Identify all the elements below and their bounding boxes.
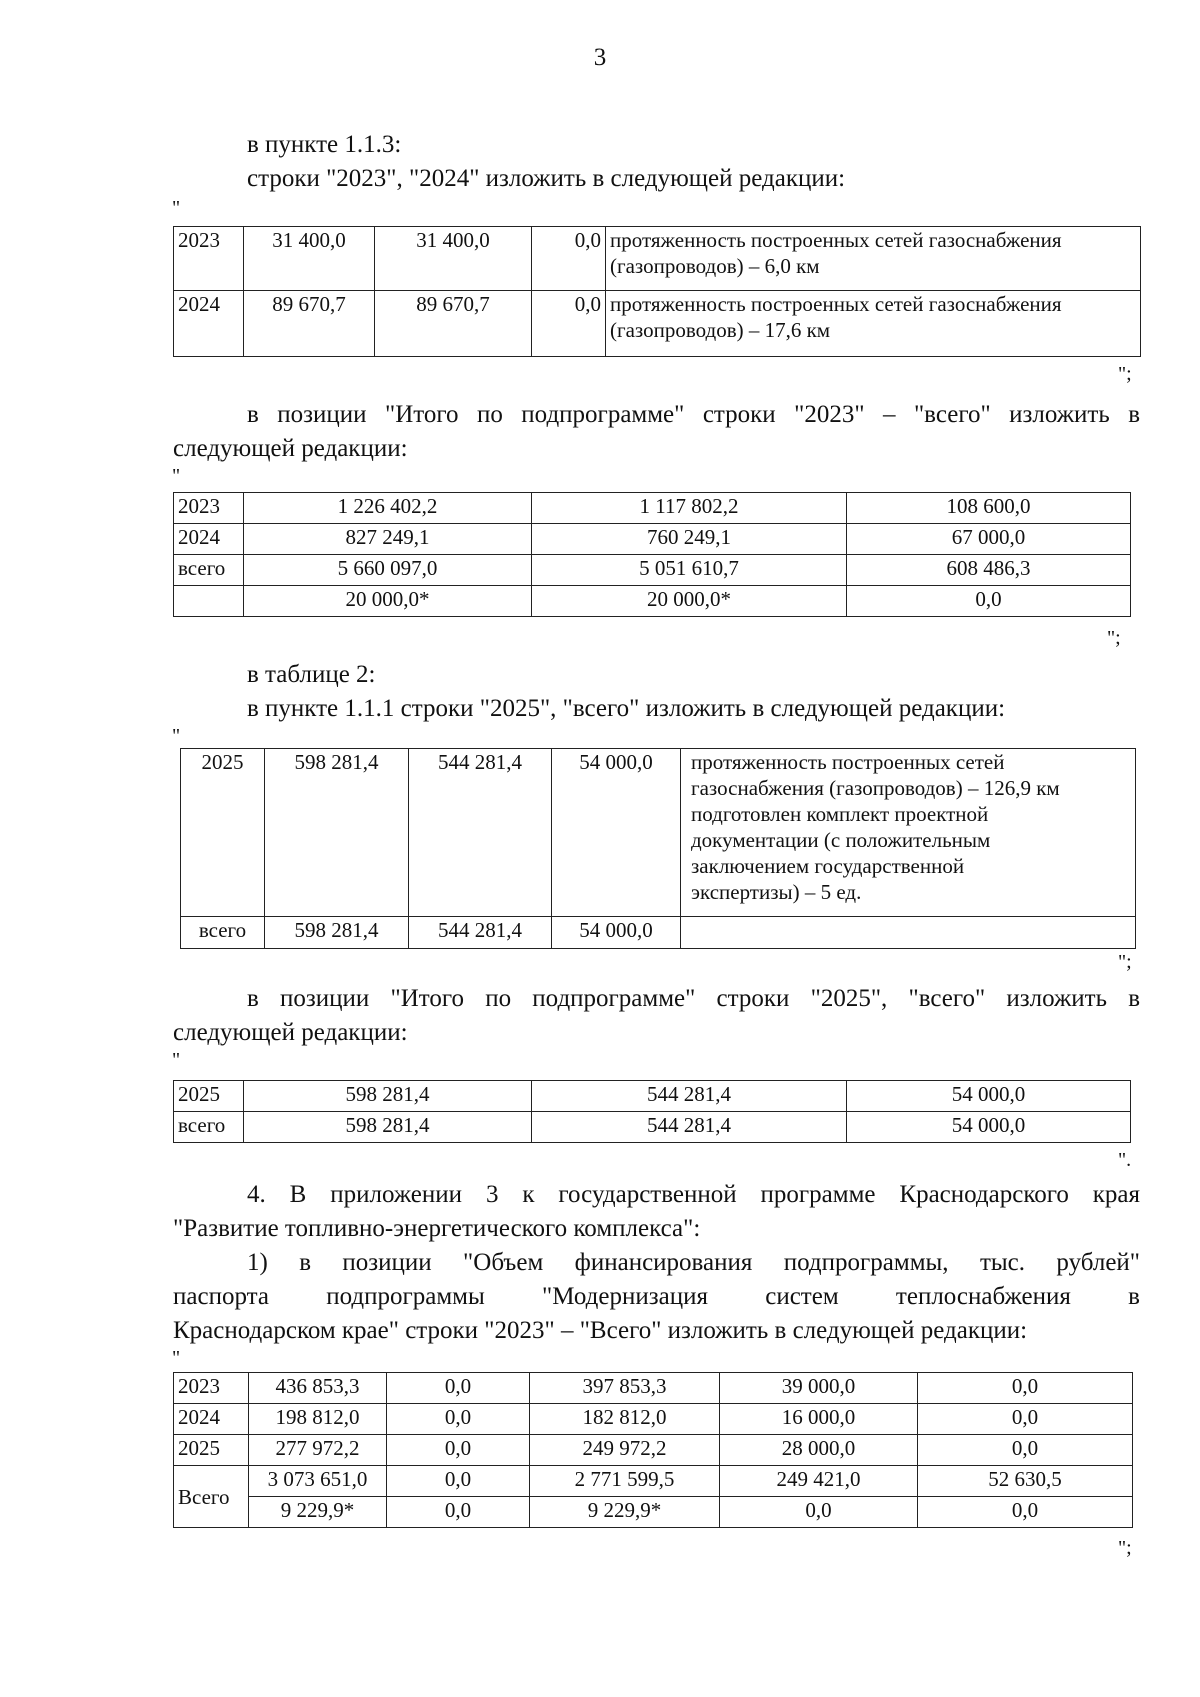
- value-cell: 598 281,4: [244, 1081, 532, 1112]
- value-cell: 608 486,3: [847, 555, 1131, 586]
- year-cell: всего: [181, 917, 265, 949]
- instruction-text: Краснодарском крае" строки "2023" – "Всего" изложить в следующей редакции:: [173, 1317, 1028, 1344]
- row-label: всего: [174, 1112, 244, 1143]
- instruction-text: 1) в позиции "Объем финансирования подпрограммы, тыс. рублей": [247, 1249, 1140, 1276]
- value-cell: 5 051 610,7: [532, 555, 847, 586]
- value-cell: 0,0: [387, 1497, 530, 1528]
- row-label: 2025: [174, 1435, 249, 1466]
- value-cell: 182 812,0: [530, 1404, 720, 1435]
- instruction-text: в позиции "Итого по подпрограмме" строки "2025", "всего" изложить в: [247, 985, 1140, 1012]
- value-cell: 1 226 402,2: [244, 493, 532, 524]
- year-cell: 2025: [181, 749, 265, 917]
- table-row: [174, 493, 1131, 524]
- open-quote: ": [172, 197, 181, 219]
- indicator-line: подготовлен комплект проектной: [691, 802, 989, 826]
- value-cell: 89 670,7: [244, 291, 375, 357]
- row-label: 2025: [174, 1081, 244, 1112]
- value-cell: 39 000,0: [720, 1373, 918, 1404]
- instruction-text: паспорта подпрограммы "Модернизация систем теплоснабжения в: [173, 1283, 1140, 1310]
- table-row: [174, 1404, 1133, 1435]
- table-row: [174, 1112, 1131, 1143]
- value-cell: 54 000,0: [847, 1112, 1131, 1143]
- table-1: [173, 226, 1141, 357]
- value-cell: 0,0: [847, 586, 1131, 617]
- value-cell: 31 400,0: [244, 227, 375, 291]
- value-cell: 28 000,0: [720, 1435, 918, 1466]
- value-cell: 598 281,4: [265, 749, 409, 917]
- instruction-text: в позиции "Итого по подпрограмме" строки "2023" – "всего" изложить в: [247, 401, 1140, 428]
- instruction-text: следующей редакции:: [173, 435, 408, 462]
- table-row: [174, 1497, 1133, 1528]
- row-label: 2024: [174, 524, 244, 555]
- value-cell: 598 281,4: [265, 917, 409, 949]
- value-cell: 760 249,1: [532, 524, 847, 555]
- year-cell: 2023: [174, 227, 244, 291]
- value-cell: 0,0: [387, 1435, 530, 1466]
- value-cell: 544 281,4: [409, 917, 552, 949]
- indicator-line: экспертизы) – 5 ед.: [691, 880, 862, 904]
- value-cell: 0,0: [918, 1404, 1133, 1435]
- indicator-line: документации (с положительным: [691, 828, 991, 852]
- value-cell: 0,0: [720, 1497, 918, 1528]
- value-cell: 0,0: [387, 1373, 530, 1404]
- closing-quote: ";: [1118, 951, 1132, 973]
- value-cell: 9 229,9*: [530, 1497, 720, 1528]
- table-row: [174, 291, 1141, 357]
- instruction-text: в пункте 1.1.1 строки "2025", "всего" изложить в следующей редакции:: [247, 695, 1006, 722]
- table-row: [174, 1466, 1133, 1497]
- table-3: [180, 748, 1136, 949]
- value-cell: 0,0: [532, 291, 606, 357]
- value-cell: 31 400,0: [375, 227, 532, 291]
- indicator-line: протяженность построенных сетей газоснабжения: [610, 292, 1062, 316]
- value-cell: 67 000,0: [847, 524, 1131, 555]
- value-cell: 2 771 599,5: [530, 1466, 720, 1497]
- value-cell: 0,0: [918, 1497, 1133, 1528]
- value-cell: 16 000,0: [720, 1404, 918, 1435]
- empty-cell: [681, 917, 1136, 949]
- value-cell: 598 281,4: [244, 1112, 532, 1143]
- open-quote: ": [172, 1347, 181, 1369]
- row-label: 2023: [174, 493, 244, 524]
- value-cell: 9 229,9*: [249, 1497, 387, 1528]
- indicator-line: протяженность построенных сетей: [691, 750, 1005, 774]
- value-cell: 20 000,0*: [244, 586, 532, 617]
- instruction-text: 4. В приложении 3 к государственной программе Краснодарского края: [247, 1181, 1140, 1208]
- table-row: [174, 586, 1131, 617]
- value-cell: 0,0: [532, 227, 606, 291]
- value-cell: 0,0: [387, 1404, 530, 1435]
- value-cell: 54 000,0: [552, 917, 681, 949]
- row-label: 2023: [174, 1373, 249, 1404]
- indicator-line: (газопроводов) – 17,6 км: [610, 318, 831, 342]
- value-cell: 89 670,7: [375, 291, 532, 357]
- value-cell: 397 853,3: [530, 1373, 720, 1404]
- value-cell: 436 853,3: [249, 1373, 387, 1404]
- value-cell: 249 421,0: [720, 1466, 918, 1497]
- table-4: [173, 1080, 1131, 1143]
- value-cell: 3 073 651,0: [249, 1466, 387, 1497]
- value-cell: 277 972,2: [249, 1435, 387, 1466]
- value-cell: 198 812,0: [249, 1404, 387, 1435]
- value-cell: 5 660 097,0: [244, 555, 532, 586]
- value-cell: 54 000,0: [847, 1081, 1131, 1112]
- row-label: всего: [174, 555, 244, 586]
- closing-quote: ";: [1118, 1537, 1132, 1559]
- value-cell: 544 281,4: [532, 1112, 847, 1143]
- value-cell: 1 117 802,2: [532, 493, 847, 524]
- open-quote: ": [172, 465, 181, 487]
- instruction-text: "Развитие топливно-энергетического комплекса":: [173, 1215, 701, 1242]
- table-row: [174, 524, 1131, 555]
- value-cell: 827 249,1: [244, 524, 532, 555]
- value-cell: 54 000,0: [552, 749, 681, 917]
- section-heading: в пункте 1.1.3:: [247, 131, 402, 158]
- table-row: [174, 555, 1131, 586]
- indicator-cell: [606, 291, 1141, 357]
- instruction-text: строки "2023", "2024" изложить в следующей редакции:: [247, 165, 846, 192]
- table-5: [173, 1372, 1133, 1528]
- table-row: [174, 1373, 1133, 1404]
- indicator-line: газоснабжения (газопроводов) – 126,9 км: [691, 776, 1060, 800]
- table-2: [173, 492, 1131, 617]
- closing-quote: ";: [1107, 627, 1121, 649]
- value-cell: 108 600,0: [847, 493, 1131, 524]
- indicator-line: заключением государственной: [691, 854, 965, 878]
- value-cell: 0,0: [387, 1466, 530, 1497]
- value-cell: 0,0: [918, 1435, 1133, 1466]
- value-cell: 20 000,0*: [532, 586, 847, 617]
- value-cell: 249 972,2: [530, 1435, 720, 1466]
- open-quote: ": [172, 1049, 181, 1071]
- year-cell: 2024: [174, 291, 244, 357]
- instruction-text: следующей редакции:: [173, 1019, 408, 1046]
- closing-quote: ";: [1118, 363, 1132, 385]
- value-cell: 544 281,4: [532, 1081, 847, 1112]
- table-row: [174, 1435, 1133, 1466]
- closing-quote: ".: [1118, 1149, 1132, 1171]
- indicator-cell: [606, 227, 1141, 291]
- page-number: 3: [593, 44, 607, 71]
- value-cell: 0,0: [918, 1373, 1133, 1404]
- table-row: [174, 1081, 1131, 1112]
- row-label: 2024: [174, 1404, 249, 1435]
- value-cell: 544 281,4: [409, 749, 552, 917]
- table-row: [174, 227, 1141, 291]
- indicator-line: протяженность построенных сетей газоснабжения: [610, 228, 1062, 252]
- row-label: [174, 586, 244, 617]
- value-cell: 52 630,5: [918, 1466, 1133, 1497]
- open-quote: ": [172, 725, 181, 747]
- table-row: [181, 917, 1136, 949]
- indicator-line: (газопроводов) – 6,0 км: [610, 254, 820, 278]
- table-row: [181, 749, 1136, 917]
- section-heading: в таблице 2:: [247, 661, 376, 688]
- row-label: Всего: [174, 1466, 249, 1528]
- indicator-cell: [681, 749, 1136, 917]
